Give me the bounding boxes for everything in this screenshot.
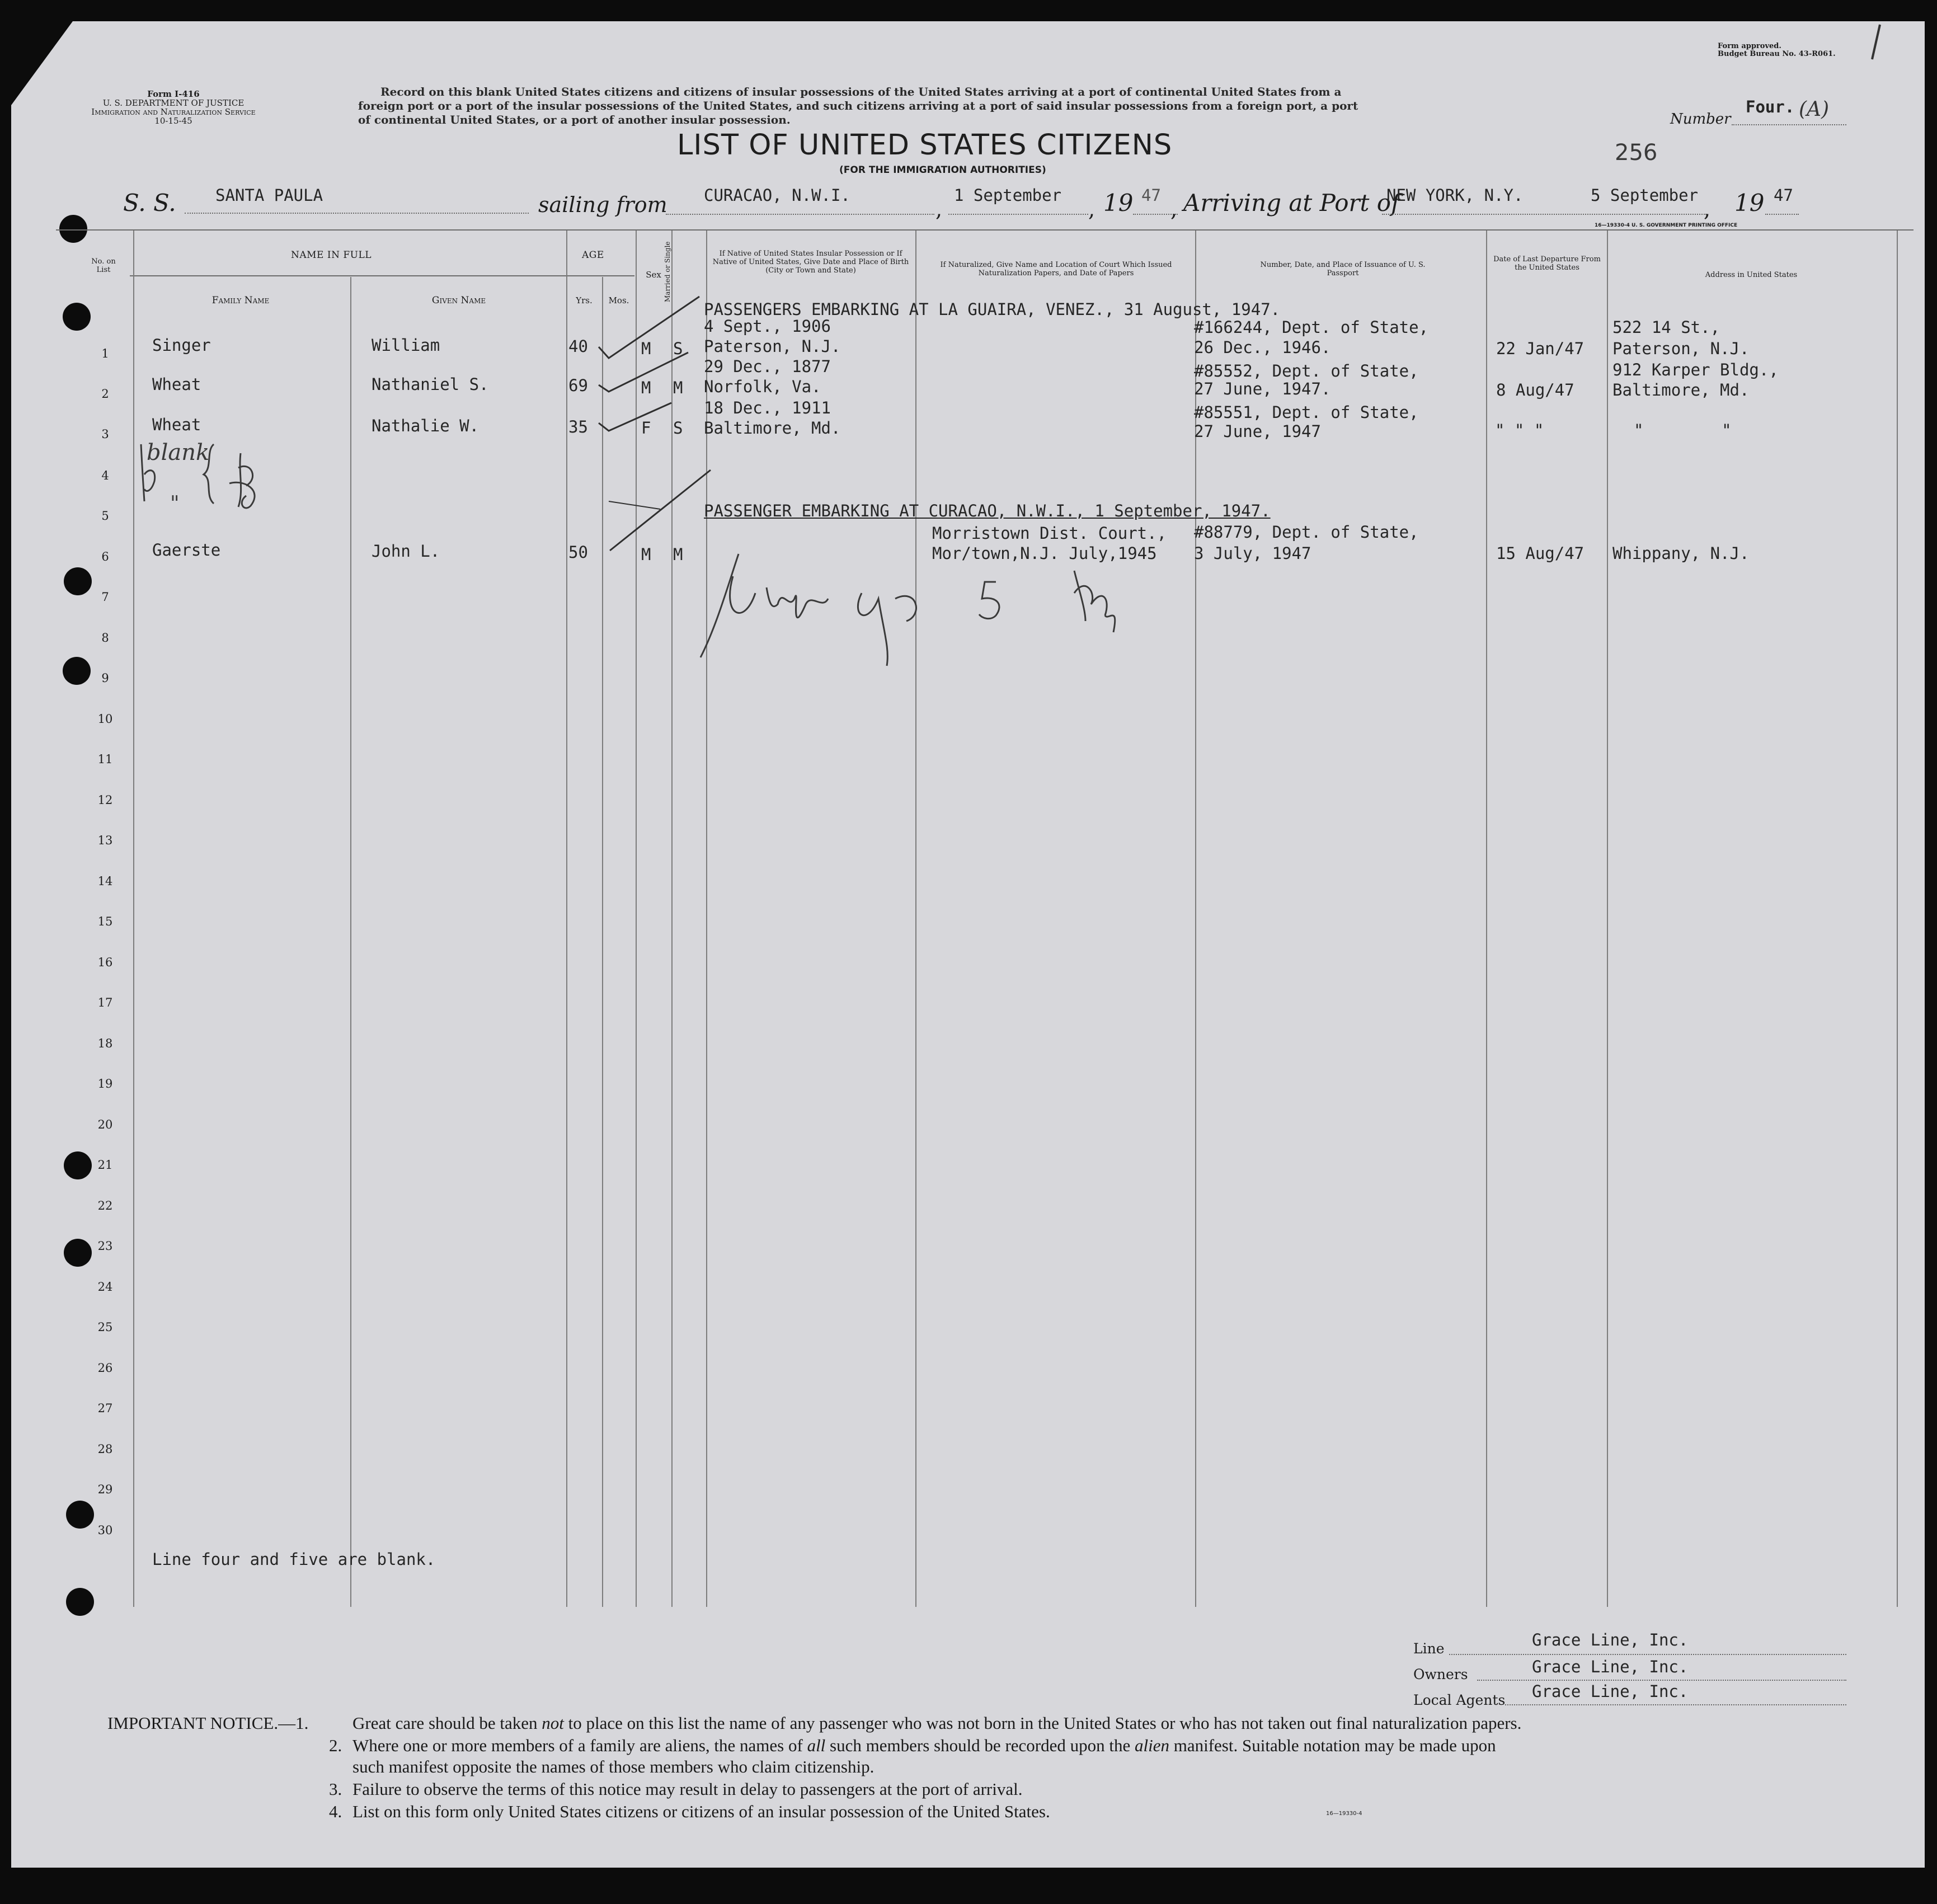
given-name: Nathaniel S. <box>372 375 489 394</box>
departure-port: CURACAO, N.W.I. <box>704 186 850 205</box>
sex: F <box>641 419 651 438</box>
year-prefix: 19 <box>1103 189 1134 217</box>
form-id-block <box>73 90 274 125</box>
owners-value: Grace Line, Inc. <box>1532 1657 1689 1676</box>
column-rule <box>1897 231 1898 1607</box>
family-name: Singer <box>152 336 211 355</box>
address-line: Whippany, N.J. <box>1612 544 1750 563</box>
notice-number: 2. <box>329 1736 342 1755</box>
row-number: 25 <box>97 1320 113 1334</box>
arrival-year: 47 <box>1774 186 1793 205</box>
approval-block <box>1718 43 1836 58</box>
instructions-line: Record on this blank United States citizens and citizens of insular possessions of the United States arriving at a port of continental United States from a <box>380 85 1342 98</box>
number-value: Four. <box>1746 97 1795 116</box>
table-top-rule <box>56 229 1914 231</box>
instructions-line: foreign port or a port of the insular possessions of the United States, and such citizens arriving at a port of said insular possessions from a foreign port, a port <box>358 99 1358 112</box>
column-rule <box>1607 231 1608 1607</box>
form-date: 10-15-45 <box>154 116 192 126</box>
row-number: 24 <box>97 1280 113 1294</box>
passport-number: #166244, Dept. of State, <box>1194 318 1429 337</box>
given-name: Nathalie W. <box>372 416 479 435</box>
handwritten-one <box>1858 20 1891 65</box>
birth-place: Paterson, N.J. <box>704 337 841 356</box>
age-years: 69 <box>568 376 588 395</box>
form-number: Form I-416 <box>147 89 200 99</box>
column-rule <box>566 231 567 1607</box>
arrival-year-rule <box>1765 214 1799 215</box>
blank-lines-note: Line four and five are blank. <box>152 1550 436 1569</box>
notice-line-3: Failure to observe the terms of this notice may result in delay to passengers at the port of arrival. <box>352 1779 1023 1799</box>
sex: M <box>641 378 651 397</box>
given-name: John L. <box>372 542 440 561</box>
marital-status: S <box>673 339 683 358</box>
header-married: Married or Single <box>664 241 671 302</box>
approval-line: Form approved. <box>1718 42 1781 50</box>
notice-text: Where one or more members of a family are aliens, the names of <box>352 1736 803 1755</box>
row-number: 17 <box>97 996 113 1009</box>
row-number: 14 <box>97 875 113 888</box>
birth-date: 4 Sept., 1906 <box>704 317 831 336</box>
notice-text: such members should be recorded upon the <box>830 1736 1131 1755</box>
notice-line-1 <box>352 1713 1521 1733</box>
notice-line-2b: such manifest opposite the names of those members who claim citizenship. <box>352 1757 875 1776</box>
page-subtitle: (FOR THE IMMIGRATION AUTHORITIES) <box>839 164 1046 176</box>
arriving-label: Arriving at Port of <box>1183 189 1400 217</box>
stamped-number: 256 <box>1615 140 1658 166</box>
punch-hole <box>66 1588 94 1616</box>
header-sex: Sex <box>646 270 661 280</box>
row-number: 19 <box>97 1077 113 1090</box>
marital-status: M <box>673 545 683 564</box>
year-prefix: 19 <box>1734 189 1765 217</box>
punch-hole <box>64 567 92 595</box>
section-heading-la-guaira: PASSENGERS EMBARKING AT LA GUAIRA, VENEZ., 31 August, 1947. <box>704 300 1281 319</box>
header-departure: Date of Last Departure From the United States <box>1493 255 1601 272</box>
address-line: 522 14 St., <box>1612 318 1720 337</box>
address-ditto: " " <box>1634 421 1732 440</box>
handwritten-blank: blank <box>147 440 210 466</box>
header-yrs: Yrs. <box>576 295 593 305</box>
row-number: 4 <box>101 469 109 482</box>
handwritten-ditto: " <box>170 492 180 515</box>
row-number: 18 <box>97 1037 113 1050</box>
date-rule <box>948 214 1088 215</box>
instructions <box>358 85 1358 127</box>
row-number: 13 <box>97 834 113 847</box>
approval-line: Budget Bureau No. 43-R061. <box>1718 50 1836 58</box>
owners-label: Owners <box>1413 1666 1468 1682</box>
marital-status: M <box>673 378 683 397</box>
passport-date: 27 June, 1947. <box>1194 379 1331 398</box>
punch-hole <box>63 657 91 685</box>
ss-label: S. S. <box>123 189 176 217</box>
row-number: 15 <box>97 915 113 928</box>
header-family-name: Family Name <box>211 295 270 306</box>
local-agents-rule <box>1505 1704 1846 1705</box>
row-number: 11 <box>97 753 113 766</box>
department: U. S. DEPARTMENT OF JUSTICE <box>102 98 245 108</box>
ship-rule <box>185 213 529 214</box>
notice-text: to place on this list the name of any passenger who was not born in the United States or who has not taken out final naturalization papers. <box>568 1713 1522 1733</box>
comma: , <box>1088 197 1096 222</box>
passport-date: 26 Dec., 1946. <box>1194 338 1331 357</box>
row-number: 26 <box>97 1361 113 1375</box>
punch-hole <box>64 1239 92 1267</box>
header-native: If Native of United States Insular Possession or If Native of United States, Give Date and Place of Birth (City or Town and State) <box>712 250 909 275</box>
punch-hole <box>59 215 87 243</box>
birth-place: Norfolk, Va. <box>704 377 821 396</box>
birth-place: Baltimore, Md. <box>704 419 841 438</box>
family-name: Gaerste <box>152 540 221 560</box>
notice-number: 3. <box>329 1779 342 1799</box>
passport-date: 3 July, 1947 <box>1194 544 1311 563</box>
row-number: 9 <box>101 671 109 685</box>
port-rule <box>666 214 934 215</box>
punch-hole <box>64 1151 92 1179</box>
row-number: 20 <box>97 1118 113 1131</box>
address-line: Paterson, N.J. <box>1612 339 1750 358</box>
check-marks <box>593 291 722 560</box>
birth-date: 29 Dec., 1877 <box>704 357 831 376</box>
naturalization-court: Morristown Dist. Court., <box>932 524 1167 543</box>
row-number: 6 <box>101 550 109 563</box>
header-passport: Number, Date, and Place of Issuance of U. S. Passport <box>1260 261 1426 278</box>
row-number: 21 <box>97 1158 113 1172</box>
notice-line-2 <box>352 1736 1496 1756</box>
inspector-signature <box>694 543 1119 671</box>
row-number: 30 <box>97 1524 113 1537</box>
row-number: 1 <box>101 347 109 360</box>
handwritten-note: (A) <box>1799 98 1830 121</box>
notice-lead: IMPORTANT NOTICE.—1. <box>107 1713 309 1733</box>
arrival-date: 5 September <box>1591 186 1699 205</box>
sailing-date: 1 September <box>954 186 1062 205</box>
punch-hole <box>63 303 91 331</box>
line-rule <box>1449 1654 1846 1655</box>
number-label: Number <box>1670 111 1731 128</box>
comma: , <box>935 197 943 222</box>
line-label: Line <box>1413 1640 1445 1657</box>
notice-text: manifest. Suitable notation may be made upon <box>1173 1736 1496 1755</box>
departure-date: 22 Jan/47 <box>1496 339 1585 358</box>
notice-number: 4. <box>329 1802 342 1821</box>
address-line: Baltimore, Md. <box>1612 380 1750 399</box>
row-number: 12 <box>97 793 113 807</box>
notice-emphasis: alien <box>1134 1736 1169 1755</box>
age-years: 40 <box>568 337 588 356</box>
header-address: Address in United States <box>1705 271 1798 279</box>
header-age: AGE <box>582 250 604 261</box>
header-mos: Mos. <box>608 295 629 305</box>
header-naturalized: If Naturalized, Give Name and Location of Court Which Issued Naturalization Papers, and Date of Papers <box>940 261 1172 278</box>
row-number: 7 <box>101 590 109 604</box>
row-number: 3 <box>101 427 109 441</box>
instructions-line: of continental United States, or a port of another insular possession. <box>358 113 791 126</box>
passport-number: #85552, Dept. of State, <box>1194 361 1419 380</box>
owners-rule <box>1477 1680 1846 1681</box>
header-no-on-list: No. on List <box>91 257 116 274</box>
family-name: Wheat <box>152 415 201 434</box>
footer-code: 16—19330-4 <box>1326 1811 1362 1817</box>
column-rule <box>350 277 351 1607</box>
notice-emphasis: all <box>807 1736 826 1755</box>
naturalization-date: Mor/town,N.J. July,1945 <box>932 544 1157 563</box>
local-agents-value: Grace Line, Inc. <box>1532 1682 1689 1701</box>
departure-date: 8 Aug/47 <box>1496 380 1574 399</box>
name-in-full-rule <box>130 275 634 276</box>
passport-number: #88779, Dept. of State, <box>1194 523 1419 542</box>
birth-date: 18 Dec., 1911 <box>704 398 831 417</box>
passport-number: #85551, Dept. of State, <box>1194 403 1419 422</box>
row-number: 2 <box>101 387 109 401</box>
notice-text: Great care should be taken <box>352 1713 538 1733</box>
row-number: 10 <box>97 712 113 726</box>
departure-ditto: " " " <box>1495 421 1544 440</box>
age-years: 35 <box>568 417 588 436</box>
row-number: 5 <box>101 509 109 523</box>
sex: M <box>641 545 651 564</box>
comma: , <box>1704 197 1711 222</box>
row-number: 22 <box>97 1199 113 1212</box>
given-name: William <box>372 336 440 355</box>
row-number: 27 <box>97 1402 113 1415</box>
section-heading-curacao: PASSENGER EMBARKING AT CURACAO, N.W.I., 1 September, 1947. <box>704 501 1271 520</box>
column-rule <box>1486 231 1487 1607</box>
arrival-rule <box>1382 214 1706 215</box>
row-number: 16 <box>97 956 113 969</box>
sailing-year: 47 <box>1141 186 1161 205</box>
row-number: 28 <box>97 1442 113 1456</box>
departure-date: 15 Aug/47 <box>1496 544 1585 563</box>
sailing-label: sailing from <box>538 192 667 217</box>
line-value: Grace Line, Inc. <box>1532 1630 1689 1649</box>
ship-name: SANTA PAULA <box>215 186 323 205</box>
marital-status: S <box>673 419 683 438</box>
arrival-port: NEW YORK, N.Y. <box>1386 186 1524 205</box>
notice-line-4: List on this form only United States citizens or citizens of an insular possession of the United States. <box>352 1802 1050 1821</box>
row-number: 29 <box>97 1483 113 1496</box>
comma: , <box>1170 197 1178 222</box>
notice-emphasis: not <box>542 1713 564 1733</box>
passport-date: 27 June, 1947 <box>1194 422 1321 441</box>
family-name: Wheat <box>152 375 201 394</box>
header-given-name: Given Name <box>431 295 486 306</box>
age-years: 50 <box>568 543 588 562</box>
header-name-in-full: NAME IN FULL <box>291 250 372 261</box>
row-number: 23 <box>97 1239 113 1253</box>
page-title: LIST OF UNITED STATES CITIZENS <box>677 129 1173 162</box>
sex: M <box>641 339 651 358</box>
local-agents-label: Local Agents <box>1413 1692 1506 1708</box>
number-rule <box>1732 124 1846 125</box>
column-rule <box>915 231 916 1607</box>
row-number: 8 <box>101 631 109 645</box>
service: Immigration and Naturalization Service <box>91 107 256 117</box>
printing-office: 16—19330-4 U. S. GOVERNMENT PRINTING OFFICE <box>1595 223 1738 228</box>
address-line: 912 Karper Bldg., <box>1612 360 1779 379</box>
